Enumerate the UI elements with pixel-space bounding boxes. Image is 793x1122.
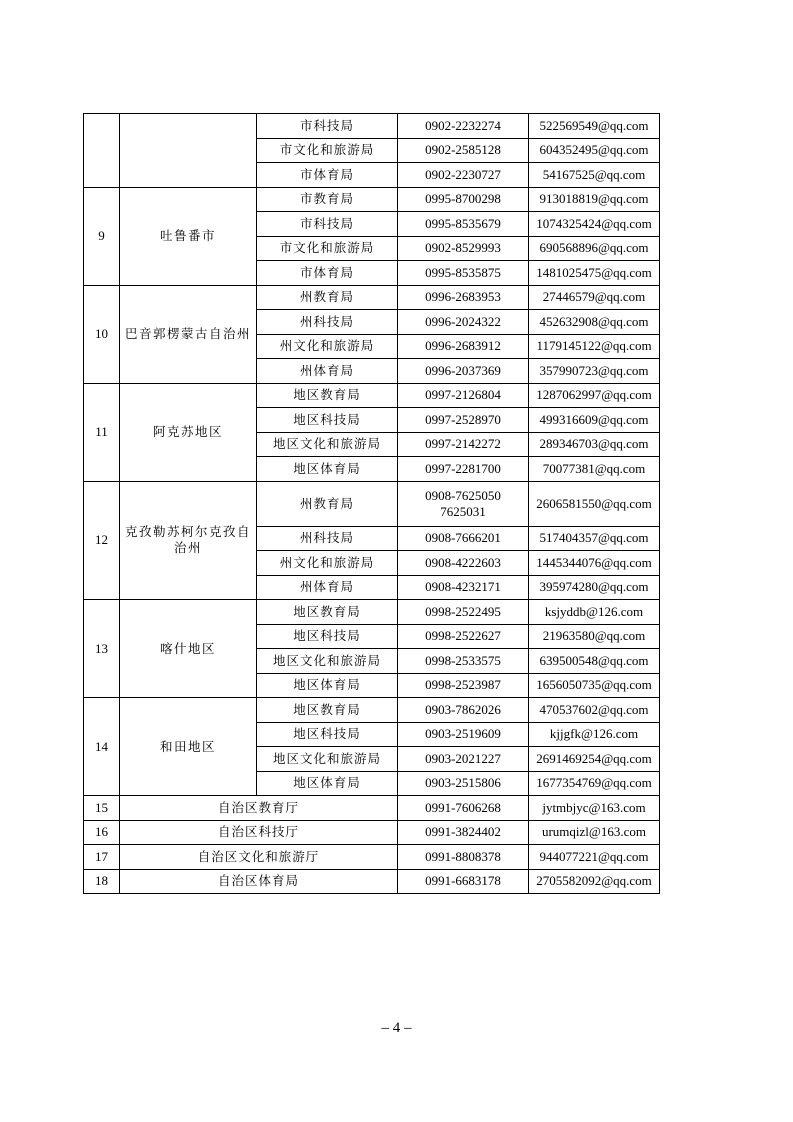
department-cell: 地区科技局 xyxy=(257,624,398,649)
table-row xyxy=(84,698,660,723)
department-cell: 地区科技局 xyxy=(257,408,398,433)
department-cell: 市科技局 xyxy=(257,212,398,237)
department-cell: 地区文化和旅游局 xyxy=(257,747,398,772)
email-cell: 470537602@qq.com xyxy=(529,698,660,723)
phone-cell: 0995-8535679 xyxy=(398,212,529,237)
phone-cell: 0996-2024322 xyxy=(398,310,529,335)
phone-cell: 0908-7666201 xyxy=(398,526,529,551)
phone-cell: 0991-7606268 xyxy=(398,796,529,821)
email-cell: 1677354769@qq.com xyxy=(529,771,660,796)
email-cell: jytmbjyc@163.com xyxy=(529,796,660,821)
row-number-cell: 16 xyxy=(84,820,120,845)
department-cell: 州科技局 xyxy=(257,526,398,551)
phone-cell: 0998-2522495 xyxy=(398,600,529,625)
department-cell: 地区体育局 xyxy=(257,457,398,482)
table-row xyxy=(84,600,660,625)
email-cell: 1287062997@qq.com xyxy=(529,383,660,408)
table-row xyxy=(84,820,660,845)
department-cell: 自治区文化和旅游厅 xyxy=(120,845,398,870)
email-cell: 27446579@qq.com xyxy=(529,285,660,310)
phone-cell: 0997-2126804 xyxy=(398,383,529,408)
row-number-cell: 18 xyxy=(84,869,120,894)
row-number-cell: 12 xyxy=(84,481,120,600)
phone-cell: 0991-3824402 xyxy=(398,820,529,845)
department-cell: 地区体育局 xyxy=(257,771,398,796)
department-cell: 市文化和旅游局 xyxy=(257,236,398,261)
phone-cell: 0991-8808378 xyxy=(398,845,529,870)
table-row xyxy=(84,187,660,212)
phone-cell: 0991-6683178 xyxy=(398,869,529,894)
phone-cell: 0902-2232274 xyxy=(398,114,529,139)
phone-cell: 0996-2037369 xyxy=(398,359,529,384)
department-cell: 自治区科技厅 xyxy=(120,820,398,845)
phone-cell: 0908-4232171 xyxy=(398,575,529,600)
row-number-cell: 14 xyxy=(84,698,120,796)
email-cell: 357990723@qq.com xyxy=(529,359,660,384)
region-cell: 喀什地区 xyxy=(120,600,257,698)
phone-cell: 0996-2683953 xyxy=(398,285,529,310)
row-number-cell: 17 xyxy=(84,845,120,870)
table-row xyxy=(84,481,660,526)
email-cell: 690568896@qq.com xyxy=(529,236,660,261)
email-cell: 1481025475@qq.com xyxy=(529,261,660,286)
phone-cell: 0908-4222603 xyxy=(398,551,529,576)
row-number-cell: 13 xyxy=(84,600,120,698)
email-cell: 1179145122@qq.com xyxy=(529,334,660,359)
phone-cell: 0903-7862026 xyxy=(398,698,529,723)
region-cell xyxy=(120,114,257,188)
table-row xyxy=(84,796,660,821)
table-row xyxy=(84,285,660,310)
page-number: – 4 – xyxy=(381,1020,412,1036)
row-number-cell: 15 xyxy=(84,796,120,821)
department-cell: 州体育局 xyxy=(257,359,398,384)
department-cell: 地区文化和旅游局 xyxy=(257,432,398,457)
department-cell: 市教育局 xyxy=(257,187,398,212)
email-cell: 499316609@qq.com xyxy=(529,408,660,433)
row-number-cell xyxy=(84,114,120,188)
region-cell: 巴音郭楞蒙古自治州 xyxy=(120,285,257,383)
email-cell: 1445344076@qq.com xyxy=(529,551,660,576)
email-cell: 639500548@qq.com xyxy=(529,649,660,674)
region-cell: 和田地区 xyxy=(120,698,257,796)
department-cell: 州科技局 xyxy=(257,310,398,335)
phone-cell: 0902-2585128 xyxy=(398,138,529,163)
email-cell: 452632908@qq.com xyxy=(529,310,660,335)
row-number-cell: 9 xyxy=(84,187,120,285)
department-cell: 自治区教育厅 xyxy=(120,796,398,821)
department-cell: 州教育局 xyxy=(257,481,398,526)
phone-cell: 0997-2528970 xyxy=(398,408,529,433)
email-cell: 913018819@qq.com xyxy=(529,187,660,212)
email-cell: 522569549@qq.com xyxy=(529,114,660,139)
email-cell: 289346703@qq.com xyxy=(529,432,660,457)
department-cell: 市文化和旅游局 xyxy=(257,138,398,163)
department-cell: 地区教育局 xyxy=(257,698,398,723)
phone-cell: 0998-2523987 xyxy=(398,673,529,698)
phone-cell: 0902-2230727 xyxy=(398,163,529,188)
phone-line: 7625031 xyxy=(440,503,486,519)
department-cell: 地区教育局 xyxy=(257,600,398,625)
table-row xyxy=(84,845,660,870)
email-cell: kjjgfk@126.com xyxy=(529,722,660,747)
table-row xyxy=(84,869,660,894)
department-cell: 地区教育局 xyxy=(257,383,398,408)
department-cell: 州体育局 xyxy=(257,575,398,600)
department-cell: 市体育局 xyxy=(257,261,398,286)
contact-table xyxy=(83,113,660,894)
phone-cell: 0995-8700298 xyxy=(398,187,529,212)
phone-cell: 0903-2021227 xyxy=(398,747,529,772)
department-cell: 地区科技局 xyxy=(257,722,398,747)
department-cell: 州教育局 xyxy=(257,285,398,310)
table-row xyxy=(84,383,660,408)
email-cell: 1656050735@qq.com xyxy=(529,673,660,698)
email-cell: 2691469254@qq.com xyxy=(529,747,660,772)
department-cell: 州文化和旅游局 xyxy=(257,551,398,576)
email-cell: 395974280@qq.com xyxy=(529,575,660,600)
department-cell: 自治区体育局 xyxy=(120,869,398,894)
email-cell: 2705582092@qq.com xyxy=(529,869,660,894)
row-number-cell: 11 xyxy=(84,383,120,481)
email-cell: 54167525@qq.com xyxy=(529,163,660,188)
phone-cell: 0903-2519609 xyxy=(398,722,529,747)
phone-line: 0908-7625050 xyxy=(425,487,501,503)
phone-cell: 0997-2281700 xyxy=(398,457,529,482)
email-cell: 70077381@qq.com xyxy=(529,457,660,482)
email-cell: 21963580@qq.com xyxy=(529,624,660,649)
email-cell: 517404357@qq.com xyxy=(529,526,660,551)
email-cell: 2606581550@qq.com xyxy=(529,481,660,526)
department-cell: 州文化和旅游局 xyxy=(257,334,398,359)
table-row xyxy=(84,114,660,139)
phone-cell: 0995-8535875 xyxy=(398,261,529,286)
phone-cell: 0903-2515806 xyxy=(398,771,529,796)
phone-cell: 0902-8529993 xyxy=(398,236,529,261)
email-cell: urumqizl@163.com xyxy=(529,820,660,845)
phone-cell: 0998-2522627 xyxy=(398,624,529,649)
phone-cell xyxy=(398,481,529,526)
department-cell: 市体育局 xyxy=(257,163,398,188)
region-cell: 阿克苏地区 xyxy=(120,383,257,481)
email-cell: 604352495@qq.com xyxy=(529,138,660,163)
email-cell: 1074325424@qq.com xyxy=(529,212,660,237)
region-cell: 吐鲁番市 xyxy=(120,187,257,285)
phone-cell: 0998-2533575 xyxy=(398,649,529,674)
phone-cell: 0996-2683912 xyxy=(398,334,529,359)
phone-cell: 0997-2142272 xyxy=(398,432,529,457)
email-cell: 944077221@qq.com xyxy=(529,845,660,870)
department-cell: 市科技局 xyxy=(257,114,398,139)
email-cell: ksjyddb@126.com xyxy=(529,600,660,625)
region-cell: 克孜勒苏柯尔克孜自治州 xyxy=(120,481,257,600)
department-cell: 地区体育局 xyxy=(257,673,398,698)
department-cell: 地区文化和旅游局 xyxy=(257,649,398,674)
row-number-cell: 10 xyxy=(84,285,120,383)
